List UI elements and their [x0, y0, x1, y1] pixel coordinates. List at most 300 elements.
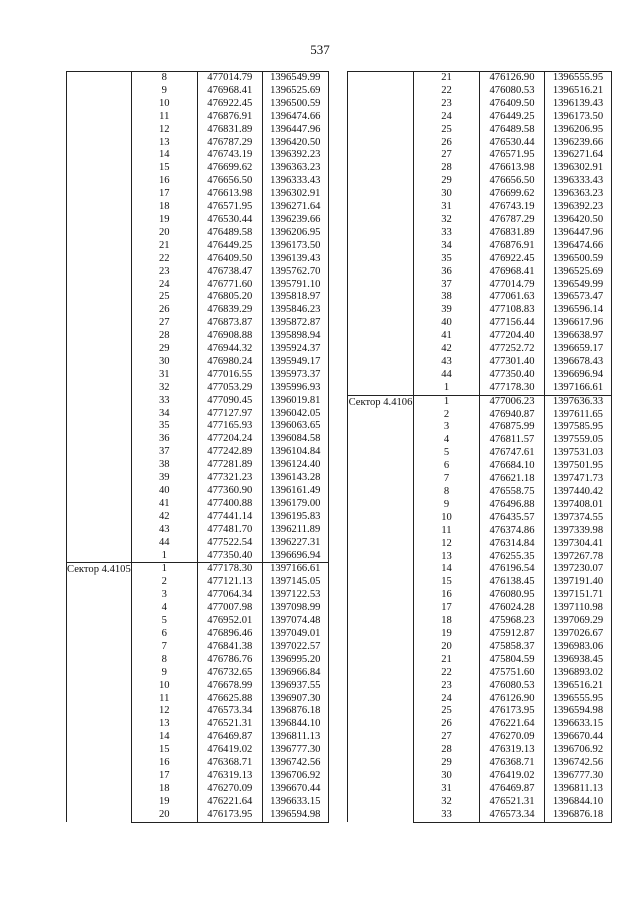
- x-coordinate-cell: 476980.24: [197, 356, 262, 369]
- y-coordinate-cell: 1396596.14: [545, 304, 612, 317]
- x-coordinate-cell: 476738.47: [197, 266, 262, 279]
- y-coordinate-cell: 1397501.95: [545, 460, 612, 473]
- point-number-cell: 6: [414, 460, 480, 473]
- x-coordinate-cell: 476922.45: [480, 253, 545, 266]
- x-coordinate-cell: 477014.79: [480, 279, 545, 292]
- x-coordinate-cell: 476621.18: [480, 473, 545, 486]
- y-coordinate-cell: 1395949.17: [262, 356, 328, 369]
- y-coordinate-cell: 1396227.31: [262, 537, 328, 550]
- x-coordinate-cell: 476374.86: [480, 525, 545, 538]
- x-coordinate-cell: 477178.30: [197, 563, 262, 576]
- y-coordinate-cell: 1397304.41: [545, 538, 612, 551]
- x-coordinate-cell: 476173.95: [480, 705, 545, 718]
- point-number-cell: 30: [131, 356, 197, 369]
- y-coordinate-cell: 1396678.43: [545, 356, 612, 369]
- point-number-cell: 27: [131, 317, 197, 330]
- y-coordinate-cell: 1396742.56: [262, 757, 328, 770]
- x-coordinate-cell: 475804.59: [480, 654, 545, 667]
- point-number-cell: 32: [131, 382, 197, 395]
- x-coordinate-cell: 476024.28: [480, 602, 545, 615]
- x-coordinate-cell: 476196.54: [480, 563, 545, 576]
- point-number-cell: 32: [414, 214, 480, 227]
- y-coordinate-cell: 1396239.66: [545, 137, 612, 150]
- x-coordinate-cell: 477165.93: [197, 420, 262, 433]
- y-coordinate-cell: 1396333.43: [262, 175, 328, 188]
- x-coordinate-cell: 476469.87: [480, 783, 545, 796]
- point-number-cell: 43: [131, 524, 197, 537]
- y-coordinate-cell: 1397267.78: [545, 551, 612, 564]
- y-coordinate-cell: 1396633.15: [262, 796, 328, 809]
- y-coordinate-cell: 1395791.10: [262, 279, 328, 292]
- x-coordinate-cell: 477006.23: [480, 395, 545, 408]
- y-coordinate-cell: 1395846.23: [262, 304, 328, 317]
- point-number-cell: 23: [414, 680, 480, 693]
- point-number-cell: 34: [131, 408, 197, 421]
- x-coordinate-cell: 477108.83: [480, 304, 545, 317]
- y-coordinate-cell: 1397191.40: [545, 576, 612, 589]
- x-coordinate-cell: 477053.29: [197, 382, 262, 395]
- y-coordinate-cell: 1395973.37: [262, 369, 328, 382]
- y-coordinate-cell: 1396549.99: [545, 279, 612, 292]
- y-coordinate-cell: 1397049.01: [262, 628, 328, 641]
- x-coordinate-cell: 476743.19: [480, 201, 545, 214]
- x-coordinate-cell: 476732.65: [197, 667, 262, 680]
- y-coordinate-cell: 1396271.64: [262, 201, 328, 214]
- y-coordinate-cell: 1396966.84: [262, 667, 328, 680]
- table-row: [348, 72, 612, 85]
- y-coordinate-cell: 1395762.70: [262, 266, 328, 279]
- point-number-cell: 13: [131, 137, 197, 150]
- point-number-cell: 5: [414, 447, 480, 460]
- point-number-cell: 22: [414, 667, 480, 680]
- y-coordinate-cell: 1396211.89: [262, 524, 328, 537]
- y-coordinate-cell: 1396420.50: [262, 137, 328, 150]
- y-coordinate-cell: 1397408.01: [545, 499, 612, 512]
- x-coordinate-cell: 477522.54: [197, 537, 262, 550]
- x-coordinate-cell: 476952.01: [197, 615, 262, 628]
- x-coordinate-cell: 475912.87: [480, 628, 545, 641]
- y-coordinate-cell: 1397145.05: [262, 576, 328, 589]
- y-coordinate-cell: 1396447.96: [545, 227, 612, 240]
- y-coordinate-cell: 1396876.18: [545, 809, 612, 822]
- point-number-cell: 18: [131, 783, 197, 796]
- y-coordinate-cell: 1395872.87: [262, 317, 328, 330]
- point-number-cell: 12: [131, 705, 197, 718]
- y-coordinate-cell: 1396670.44: [545, 731, 612, 744]
- point-number-cell: 3: [131, 589, 197, 602]
- point-number-cell: 18: [131, 201, 197, 214]
- x-coordinate-cell: 477301.40: [480, 356, 545, 369]
- x-coordinate-cell: 476409.50: [197, 253, 262, 266]
- coordinates-table-right: [347, 71, 612, 823]
- point-number-cell: 44: [414, 369, 480, 382]
- y-coordinate-cell: 1397110.98: [545, 602, 612, 615]
- y-coordinate-cell: 1396447.96: [262, 124, 328, 137]
- y-coordinate-cell: 1396938.45: [545, 654, 612, 667]
- point-number-cell: 1: [131, 550, 197, 563]
- point-number-cell: 25: [414, 705, 480, 718]
- point-number-cell: 40: [414, 317, 480, 330]
- point-number-cell: 16: [414, 589, 480, 602]
- y-coordinate-cell: 1396239.66: [262, 214, 328, 227]
- point-number-cell: 29: [414, 757, 480, 770]
- point-number-cell: 31: [414, 783, 480, 796]
- x-coordinate-cell: 477360.90: [197, 485, 262, 498]
- x-coordinate-cell: 475968.23: [480, 615, 545, 628]
- x-coordinate-cell: 476173.95: [197, 809, 262, 822]
- y-coordinate-cell: 1395924.37: [262, 343, 328, 356]
- x-coordinate-cell: 476221.64: [197, 796, 262, 809]
- y-coordinate-cell: 1396302.91: [545, 162, 612, 175]
- point-number-cell: 9: [131, 667, 197, 680]
- point-number-cell: 34: [414, 240, 480, 253]
- point-number-cell: 33: [414, 227, 480, 240]
- point-number-cell: 29: [414, 175, 480, 188]
- y-coordinate-cell: 1397585.95: [545, 421, 612, 434]
- y-coordinate-cell: 1396937.55: [262, 680, 328, 693]
- point-number-cell: 26: [414, 718, 480, 731]
- y-coordinate-cell: 1396363.23: [545, 188, 612, 201]
- x-coordinate-cell: 476319.13: [480, 744, 545, 757]
- point-number-cell: 20: [131, 809, 197, 822]
- point-number-cell: 40: [131, 485, 197, 498]
- y-coordinate-cell: 1396706.92: [545, 744, 612, 757]
- point-number-cell: 11: [131, 111, 197, 124]
- y-coordinate-cell: 1397559.05: [545, 434, 612, 447]
- x-coordinate-cell: 475858.37: [480, 641, 545, 654]
- x-coordinate-cell: 476831.89: [480, 227, 545, 240]
- point-number-cell: 23: [131, 266, 197, 279]
- point-number-cell: 20: [414, 641, 480, 654]
- point-number-cell: 9: [414, 499, 480, 512]
- x-coordinate-cell: 476469.87: [197, 731, 262, 744]
- x-coordinate-cell: 476841.38: [197, 641, 262, 654]
- x-coordinate-cell: 476314.84: [480, 538, 545, 551]
- x-coordinate-cell: 476489.58: [197, 227, 262, 240]
- x-coordinate-cell: 476873.87: [197, 317, 262, 330]
- point-number-cell: 30: [414, 770, 480, 783]
- table-row: [67, 563, 329, 576]
- x-coordinate-cell: 476419.02: [197, 744, 262, 757]
- point-number-cell: 33: [131, 395, 197, 408]
- y-coordinate-cell: 1397374.55: [545, 512, 612, 525]
- x-coordinate-cell: 477204.40: [480, 330, 545, 343]
- x-coordinate-cell: 476787.29: [480, 214, 545, 227]
- y-coordinate-cell: 1396392.23: [262, 149, 328, 162]
- y-coordinate-cell: 1396500.59: [545, 253, 612, 266]
- x-coordinate-cell: 476968.41: [197, 85, 262, 98]
- x-coordinate-cell: 476080.53: [480, 85, 545, 98]
- y-coordinate-cell: 1395996.93: [262, 382, 328, 395]
- table-row: [67, 72, 329, 85]
- x-coordinate-cell: 476678.99: [197, 680, 262, 693]
- x-coordinate-cell: 477156.44: [480, 317, 545, 330]
- x-coordinate-cell: 476126.90: [480, 693, 545, 706]
- x-coordinate-cell: 476656.50: [197, 175, 262, 188]
- x-coordinate-cell: 476409.50: [480, 98, 545, 111]
- x-coordinate-cell: 476319.13: [197, 770, 262, 783]
- y-coordinate-cell: 1396742.56: [545, 757, 612, 770]
- point-number-cell: 7: [131, 641, 197, 654]
- x-coordinate-cell: 477016.55: [197, 369, 262, 382]
- y-coordinate-cell: 1396995.20: [262, 654, 328, 667]
- y-coordinate-cell: 1396659.17: [545, 343, 612, 356]
- y-coordinate-cell: 1396525.69: [545, 266, 612, 279]
- x-coordinate-cell: 476080.95: [480, 589, 545, 602]
- y-coordinate-cell: 1397151.71: [545, 589, 612, 602]
- x-coordinate-cell: 476270.09: [197, 783, 262, 796]
- y-coordinate-cell: 1396333.43: [545, 175, 612, 188]
- point-number-cell: 19: [414, 628, 480, 641]
- point-number-cell: 3: [414, 421, 480, 434]
- point-number-cell: 22: [131, 253, 197, 266]
- point-number-cell: 28: [131, 330, 197, 343]
- y-coordinate-cell: 1396516.21: [545, 680, 612, 693]
- x-coordinate-cell: 476656.50: [480, 175, 545, 188]
- point-number-cell: 28: [414, 744, 480, 757]
- point-number-cell: 27: [414, 149, 480, 162]
- y-coordinate-cell: 1396844.10: [545, 796, 612, 809]
- y-coordinate-cell: 1396594.98: [262, 809, 328, 822]
- point-number-cell: 37: [414, 279, 480, 292]
- y-coordinate-cell: 1397471.73: [545, 473, 612, 486]
- y-coordinate-cell: 1397166.61: [262, 563, 328, 576]
- y-coordinate-cell: 1396555.95: [545, 693, 612, 706]
- point-number-cell: 38: [414, 291, 480, 304]
- y-coordinate-cell: 1396983.06: [545, 641, 612, 654]
- x-coordinate-cell: 476743.19: [197, 149, 262, 162]
- x-coordinate-cell: 476270.09: [480, 731, 545, 744]
- point-number-cell: 36: [131, 433, 197, 446]
- y-coordinate-cell: 1396063.65: [262, 420, 328, 433]
- point-number-cell: 15: [131, 162, 197, 175]
- point-number-cell: 26: [414, 137, 480, 150]
- x-coordinate-cell: 476573.34: [480, 809, 545, 822]
- point-number-cell: 32: [414, 796, 480, 809]
- x-coordinate-cell: 476571.95: [197, 201, 262, 214]
- x-coordinate-cell: 477204.24: [197, 433, 262, 446]
- x-coordinate-cell: 477350.40: [197, 550, 262, 563]
- coordinates-table-left: [66, 71, 329, 823]
- x-coordinate-cell: 477014.79: [197, 72, 262, 85]
- y-coordinate-cell: 1396638.97: [545, 330, 612, 343]
- sector-label: Сектор 4.4105: [67, 563, 132, 822]
- y-coordinate-cell: 1396206.95: [545, 124, 612, 137]
- y-coordinate-cell: 1396173.50: [262, 240, 328, 253]
- point-number-cell: 9: [131, 85, 197, 98]
- y-coordinate-cell: 1396500.59: [262, 98, 328, 111]
- point-number-cell: 38: [131, 459, 197, 472]
- x-coordinate-cell: 476876.91: [480, 240, 545, 253]
- y-coordinate-cell: 1396696.94: [262, 550, 328, 563]
- y-coordinate-cell: 1396696.94: [545, 369, 612, 382]
- y-coordinate-cell: 1396549.99: [262, 72, 328, 85]
- x-coordinate-cell: 476080.53: [480, 680, 545, 693]
- point-number-cell: 43: [414, 356, 480, 369]
- point-number-cell: 20: [131, 227, 197, 240]
- x-coordinate-cell: 476126.90: [480, 72, 545, 85]
- x-coordinate-cell: 476573.34: [197, 705, 262, 718]
- point-number-cell: 12: [131, 124, 197, 137]
- y-coordinate-cell: 1396363.23: [262, 162, 328, 175]
- x-coordinate-cell: 476521.31: [480, 796, 545, 809]
- y-coordinate-cell: 1396633.15: [545, 718, 612, 731]
- table-body-left: [67, 72, 329, 823]
- point-number-cell: 17: [131, 188, 197, 201]
- point-number-cell: 14: [414, 563, 480, 576]
- x-coordinate-cell: 477400.88: [197, 498, 262, 511]
- x-coordinate-cell: 476944.32: [197, 343, 262, 356]
- x-coordinate-cell: 476449.25: [197, 240, 262, 253]
- x-coordinate-cell: 476221.64: [480, 718, 545, 731]
- x-coordinate-cell: 476625.88: [197, 693, 262, 706]
- y-coordinate-cell: 1396573.47: [545, 291, 612, 304]
- point-number-cell: 8: [414, 486, 480, 499]
- y-coordinate-cell: 1397611.65: [545, 409, 612, 422]
- x-coordinate-cell: 476940.87: [480, 409, 545, 422]
- x-coordinate-cell: 476496.88: [480, 499, 545, 512]
- y-coordinate-cell: 1397026.67: [545, 628, 612, 641]
- y-coordinate-cell: 1397339.98: [545, 525, 612, 538]
- y-coordinate-cell: 1396143.28: [262, 472, 328, 485]
- y-coordinate-cell: 1396139.43: [262, 253, 328, 266]
- x-coordinate-cell: 477121.13: [197, 576, 262, 589]
- x-coordinate-cell: 477127.97: [197, 408, 262, 421]
- x-coordinate-cell: 477252.72: [480, 343, 545, 356]
- point-number-cell: 29: [131, 343, 197, 356]
- point-number-cell: 5: [131, 615, 197, 628]
- x-coordinate-cell: 476839.29: [197, 304, 262, 317]
- y-coordinate-cell: 1396195.83: [262, 511, 328, 524]
- sector-label: [67, 72, 132, 563]
- y-coordinate-cell: 1396811.13: [545, 783, 612, 796]
- x-coordinate-cell: 476786.76: [197, 654, 262, 667]
- y-coordinate-cell: 1396139.43: [545, 98, 612, 111]
- point-number-cell: 7: [414, 473, 480, 486]
- point-number-cell: 13: [414, 551, 480, 564]
- y-coordinate-cell: 1396271.64: [545, 149, 612, 162]
- y-coordinate-cell: 1396876.18: [262, 705, 328, 718]
- x-coordinate-cell: 476699.62: [197, 162, 262, 175]
- point-number-cell: 1: [131, 563, 197, 576]
- x-coordinate-cell: 477061.63: [480, 291, 545, 304]
- point-number-cell: 44: [131, 537, 197, 550]
- point-number-cell: 4: [414, 434, 480, 447]
- x-coordinate-cell: 476875.99: [480, 421, 545, 434]
- point-number-cell: 31: [414, 201, 480, 214]
- x-coordinate-cell: 476811.57: [480, 434, 545, 447]
- y-coordinate-cell: 1397166.61: [545, 382, 612, 395]
- x-coordinate-cell: 476831.89: [197, 124, 262, 137]
- x-coordinate-cell: 476747.61: [480, 447, 545, 460]
- y-coordinate-cell: 1397022.57: [262, 641, 328, 654]
- y-coordinate-cell: 1396594.98: [545, 705, 612, 718]
- x-coordinate-cell: 477007.98: [197, 602, 262, 615]
- point-number-cell: 39: [131, 472, 197, 485]
- point-number-cell: 15: [414, 576, 480, 589]
- point-number-cell: 36: [414, 266, 480, 279]
- y-coordinate-cell: 1396124.40: [262, 459, 328, 472]
- x-coordinate-cell: 476805.20: [197, 291, 262, 304]
- x-coordinate-cell: 476571.95: [480, 149, 545, 162]
- point-number-cell: 16: [131, 175, 197, 188]
- y-coordinate-cell: 1396179.00: [262, 498, 328, 511]
- point-number-cell: 23: [414, 98, 480, 111]
- point-number-cell: 35: [131, 420, 197, 433]
- point-number-cell: 21: [414, 654, 480, 667]
- point-number-cell: 14: [131, 149, 197, 162]
- y-coordinate-cell: 1396525.69: [262, 85, 328, 98]
- point-number-cell: 25: [414, 124, 480, 137]
- point-number-cell: 35: [414, 253, 480, 266]
- point-number-cell: 17: [414, 602, 480, 615]
- point-number-cell: 21: [414, 72, 480, 85]
- y-coordinate-cell: 1396777.30: [545, 770, 612, 783]
- sector-label: [348, 72, 414, 396]
- point-number-cell: 11: [131, 693, 197, 706]
- x-coordinate-cell: 476138.45: [480, 576, 545, 589]
- x-coordinate-cell: 476787.29: [197, 137, 262, 150]
- x-coordinate-cell: 477350.40: [480, 369, 545, 382]
- x-coordinate-cell: 476968.41: [480, 266, 545, 279]
- point-number-cell: 2: [414, 409, 480, 422]
- x-coordinate-cell: 476489.58: [480, 124, 545, 137]
- y-coordinate-cell: 1396516.21: [545, 85, 612, 98]
- point-number-cell: 18: [414, 615, 480, 628]
- y-coordinate-cell: 1396042.05: [262, 408, 328, 421]
- point-number-cell: 1: [414, 382, 480, 395]
- y-coordinate-cell: 1395898.94: [262, 330, 328, 343]
- y-coordinate-cell: 1397440.42: [545, 486, 612, 499]
- y-coordinate-cell: 1396474.66: [262, 111, 328, 124]
- y-coordinate-cell: 1397098.99: [262, 602, 328, 615]
- y-coordinate-cell: 1396104.84: [262, 446, 328, 459]
- x-coordinate-cell: 475751.60: [480, 667, 545, 680]
- point-number-cell: 17: [131, 770, 197, 783]
- y-coordinate-cell: 1397074.48: [262, 615, 328, 628]
- point-number-cell: 24: [414, 693, 480, 706]
- x-coordinate-cell: 476558.75: [480, 486, 545, 499]
- x-coordinate-cell: 476896.46: [197, 628, 262, 641]
- x-coordinate-cell: 476435.57: [480, 512, 545, 525]
- point-number-cell: 31: [131, 369, 197, 382]
- y-coordinate-cell: 1396302.91: [262, 188, 328, 201]
- y-coordinate-cell: 1396811.13: [262, 731, 328, 744]
- x-coordinate-cell: 476771.60: [197, 279, 262, 292]
- point-number-cell: 4: [131, 602, 197, 615]
- y-coordinate-cell: 1396670.44: [262, 783, 328, 796]
- point-number-cell: 11: [414, 525, 480, 538]
- point-number-cell: 10: [414, 512, 480, 525]
- point-number-cell: 10: [131, 680, 197, 693]
- x-coordinate-cell: 476922.45: [197, 98, 262, 111]
- point-number-cell: 27: [414, 731, 480, 744]
- point-number-cell: 30: [414, 188, 480, 201]
- x-coordinate-cell: 477242.89: [197, 446, 262, 459]
- point-number-cell: 13: [131, 718, 197, 731]
- point-number-cell: 14: [131, 731, 197, 744]
- y-coordinate-cell: 1396084.58: [262, 433, 328, 446]
- y-coordinate-cell: 1397069.29: [545, 615, 612, 628]
- y-coordinate-cell: 1397122.53: [262, 589, 328, 602]
- y-coordinate-cell: 1396617.96: [545, 317, 612, 330]
- x-coordinate-cell: 476530.44: [480, 137, 545, 150]
- y-coordinate-cell: 1396777.30: [262, 744, 328, 757]
- point-number-cell: 25: [131, 291, 197, 304]
- point-number-cell: 19: [131, 796, 197, 809]
- point-number-cell: 2: [131, 576, 197, 589]
- x-coordinate-cell: 476684.10: [480, 460, 545, 473]
